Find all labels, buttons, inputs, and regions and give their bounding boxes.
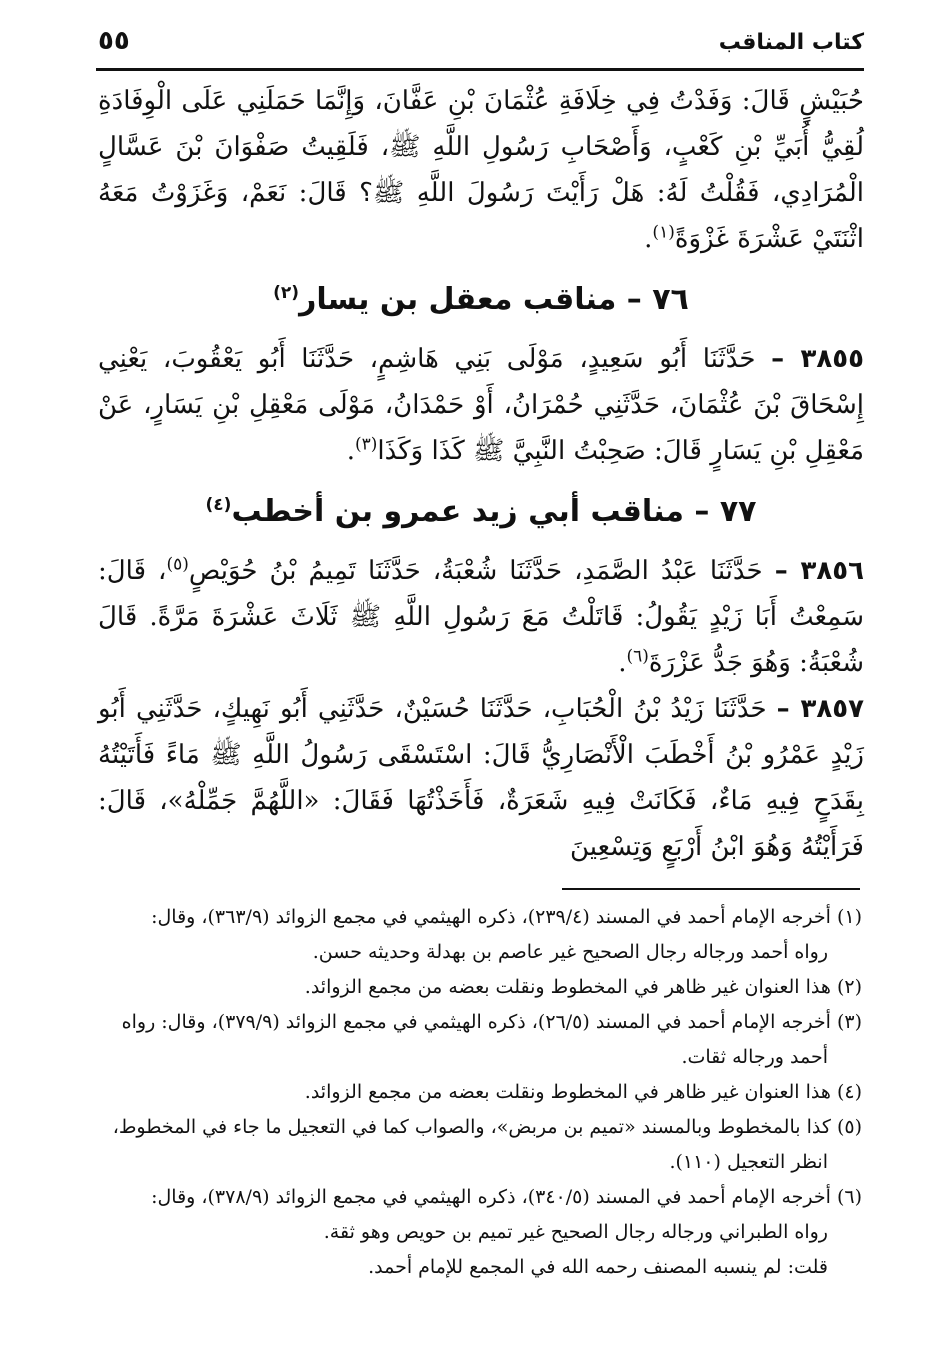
hadith-3856: ٣٨٥٦ – حَدَّثَنَا عَبْدُ الصَّمَدِ، حَدَّثَنَا شُعْبَةُ، حَدَّثَنَا تَمِيمُ بْنُ حُوَيْصٍ$^{(٥)}$، قَالَ: سَمِعْتُ أَبَا زَيْدٍ يَقُولُ: قَاتَلْتُ مَعَ رَسُولِ اللَّهِ ﷺ ثَلَاثَ عَشْرَةَ مَرَّةً. قَالَ شُعْبَةُ: وَهُوَ جَدُّ عَزْرَةَ$^{(٦)}$.	[98, 554, 864, 678]
hadith-number: ٣٨٥٦ –	[774, 556, 864, 586]
footnote-1-continued: رواه أحمد ورجاله رجال الصحيح غير عاصم بن بهدلة وحديثه حسن.	[312, 941, 828, 963]
page-number: ٥٥	[98, 26, 130, 56]
footnote-6: (٦) أخرجه الإمام أحمد في المسند (٣٤٠/٥)، ذكره الهيثمي في مجمع الزوائد (٣٧٨/٩)، وقال:	[151, 1186, 862, 1208]
footnote-ref: (٥)	[166, 554, 189, 575]
footnote-1: (١) أخرجه الإمام أحمد في المسند (٢٣٩/٤)، ذكره الهيثمي في مجمع الزوائد (٣٦٣/٩)، وقال:	[151, 906, 862, 928]
footnote-6-continued: رواه الطبراني ورجاله رجال الصحيح غير تميم بن حويص وهو ثقة.	[323, 1221, 828, 1243]
footnote-3: (٣) أخرجه الإمام أحمد في المسند (٢٦/٥)، ذكره الهيثمي في مجمع الزوائد (٣٧٩/٩)، وقال: رواه	[121, 1011, 862, 1033]
footnote-5-continued: انظر التعجيل (١١٠).	[669, 1151, 828, 1173]
footnote-ref: (٦)	[626, 646, 649, 667]
section-heading-77: ٧٧ – مناقب أبي زيد عمرو بن أخطب$^{(٤)}$	[205, 494, 757, 529]
hadith-number: ٣٨٥٥ –	[771, 344, 865, 374]
hadith-3855: ٣٨٥٥ – حَدَّثَنَا أَبُو سَعِيدٍ، مَوْلَى بَنِي هَاشِمٍ، حَدَّثَنَا أَبُو يَعْقُوبَ، يَعْنِي إِسْحَاقَ بْنَ عُثْمَانَ، حَدَّثَنِي حُمْرَانُ، أَوْ حَمْدَانُ، مَوْلَى مَعْقِلِ بْنِ يَسَارٍ، عَنْ مَعْقِلِ بْنِ يَسَارٍ قَالَ: صَحِبْتُ النَّبِيَّ ﷺ كَذَا وَكَذَا$^{(٣)}$.	[98, 344, 865, 466]
footnote-ref: (٤)	[205, 495, 232, 515]
footnote-ref: (٣)	[355, 434, 378, 455]
footnote-4: (٤) هذا العنوان غير ظاهر في المخطوط ونقلت بعضه من مجمع الزوائد.	[304, 1081, 862, 1103]
footnotes	[98, 900, 862, 1285]
intro-paragraph: حُبَيْشٍ قَالَ: وَفَدْتُ فِي خِلَافَةِ عُثْمَانَ بْنِ عَفَّانَ، وَإِنَّمَا حَمَلَنِي عَلَى الْوِفَادَةِ لُقِيُّ أُبَيِّ بْنِ كَعْبٍ، وَأَصْحَابِ رَسُولِ اللَّهِ ﷺ، فَلَقِيتُ صَفْوَانَ بْنَ عَسَّالٍ الْمُرَادِي، فَقُلْتُ لَهُ: هَلْ رَأَيْتَ رَسُولَ اللَّهِ ﷺ؟ قَالَ: نَعَمْ، وَغَزَوْتُ مَعَهُ اثْنَتَيْ عَشْرَةَ غَزْوَةً$^{(١)}$.	[98, 86, 865, 254]
footnote-ref: (٢)	[273, 283, 300, 303]
hadith-3857: ٣٨٥٧ – حَدَّثَنَا زَيْدُ بْنُ الْحُبَابِ، حَدَّثَنَا حُسَيْنٌ، حَدَّثَنِي أَبُو نَهِيكٍ، حَدَّثَنِي أَبُو زَيْدٍ عَمْرُو بْنُ أَخْطَبَ الْأَنْصَارِيُّ قَالَ: اسْتَسْقَى رَسُولُ اللَّهِ ﷺ مَاءً فَأَتَيْتُهُ بِقَدَحٍ فِيهِ مَاءٌ، فَكَانَتْ فِيهِ شَعَرَةٌ، فَأَخَذْتُهَا فَقَالَ: «اللَّهُمَّ جَمِّلْهُ»، قَالَ: فَرَأَيْتُهُ وَهُوَ ابْنُ أَرْبَعٍ وَتِسْعِينَ	[98, 694, 864, 862]
hadith-number: ٣٨٥٧ –	[776, 694, 864, 724]
footnote-6-note: قلت: لم ينسبه المصنف رحمه الله في المجمع للإمام أحمد.	[368, 1256, 828, 1278]
footnote-2: (٢) هذا العنوان غير ظاهر في المخطوط ونقلت بعضه من مجمع الزوائد.	[304, 976, 862, 998]
footnote-5: (٥) كذا بالمخطوط وبالمسند «تميم بن مربض»، والصواب كما في التعجيل ما جاء في المخطوط،	[112, 1116, 862, 1138]
footnote-3-continued: أحمد ورجاله ثقات.	[681, 1046, 828, 1068]
footnote-ref: (١)	[652, 222, 675, 243]
page-header	[98, 24, 864, 68]
main-text	[98, 78, 864, 870]
footnote-separator	[562, 888, 860, 890]
header-rule	[96, 68, 864, 71]
section-heading-76: ٧٦ – مناقب معقل بن يسار$^{(٢)}$	[273, 282, 689, 317]
book-title: كتاب المناقب	[718, 30, 864, 55]
